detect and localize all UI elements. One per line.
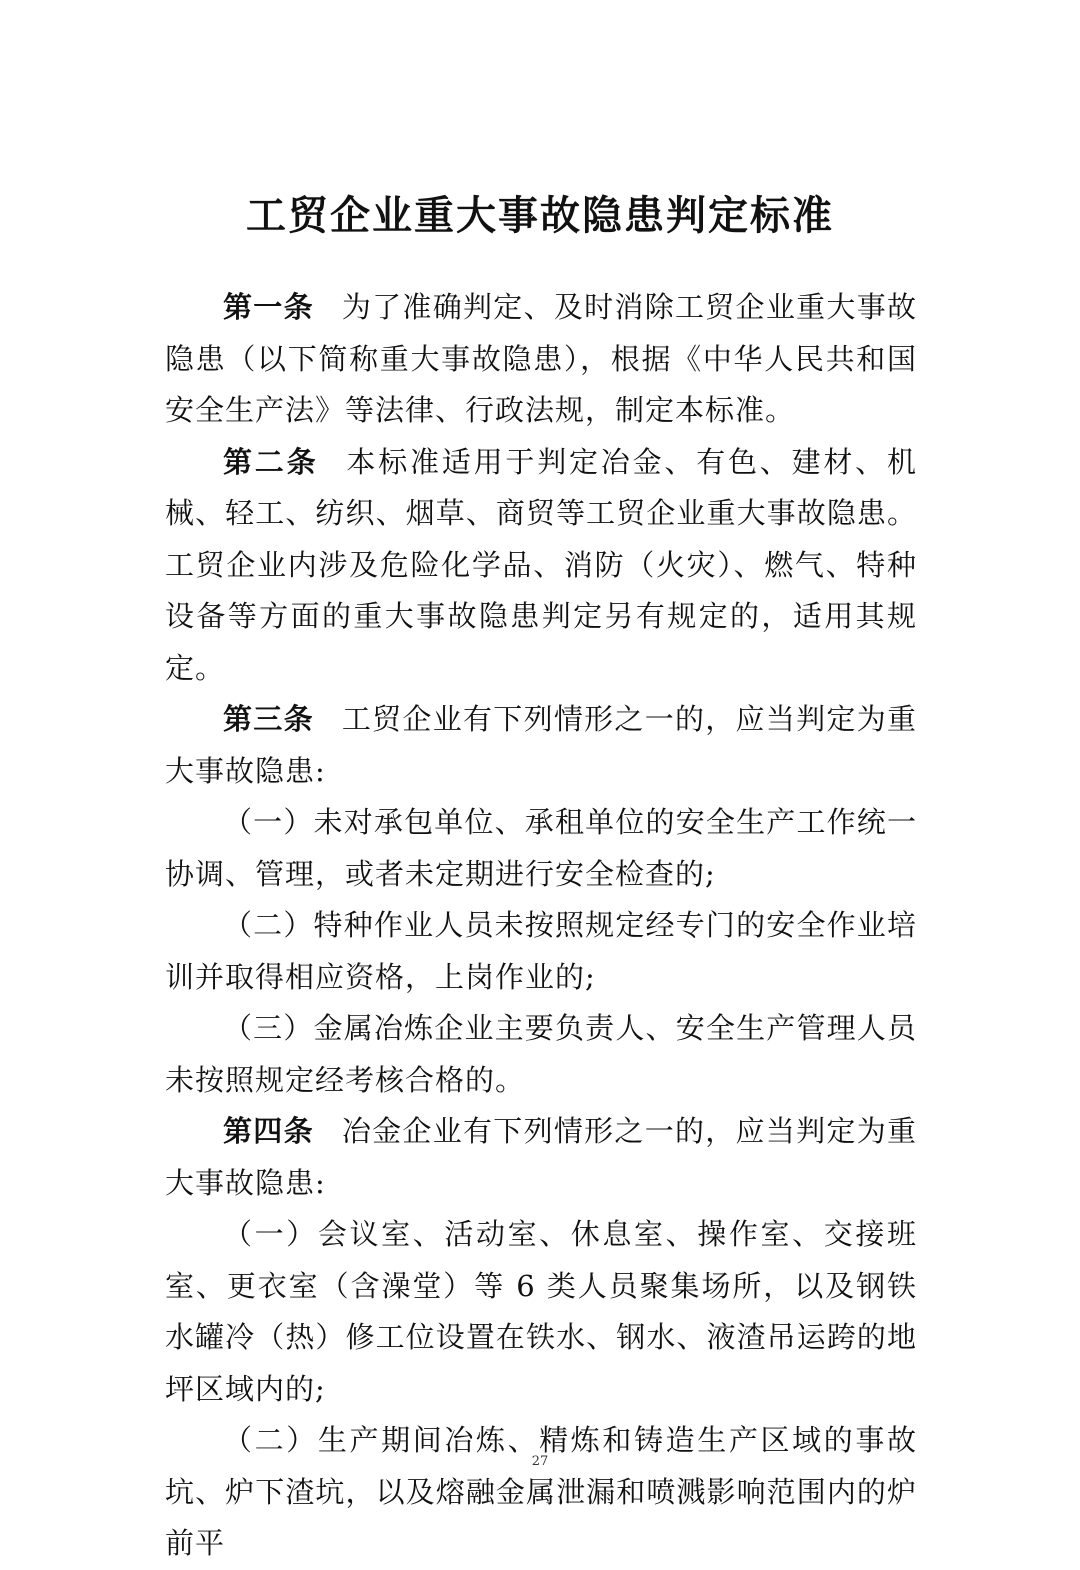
- clause-4-2: [165, 1415, 917, 1570]
- clause-text: （二）生产期间冶炼、精炼和铸造生产区域的事故坑、炉下渣坑，以及熔融金属泄漏和喷溅影响范围内的炉前平: [165, 1423, 917, 1560]
- document-title: 工贸企业重大事故隐患判定标准: [246, 193, 834, 239]
- clause-text: （一）会议室、活动室、休息室、操作室、交接班室、更衣室（含澡堂）等 6 类人员聚集场所，以及钢铁水罐冷（热）修工位设置在铁水、钢水、液渣吊运跨的地坪区域内的;: [165, 1217, 917, 1406]
- clause-3-1: [165, 797, 917, 900]
- article-text: 工贸企业有下列情形之一的，应当判定为重大事故隐患:: [165, 702, 917, 788]
- clause-text: （三）金属冶炼企业主要负责人、安全生产管理人员未按照规定经考核合格的。: [165, 1011, 917, 1097]
- clause-text: （一）未对承包单位、承租单位的安全生产工作统一协调、管理，或者未定期进行安全检查的;: [165, 805, 917, 891]
- article-text: 本标准适用于判定冶金、有色、建材、机械、轻工、纺织、烟草、商贸等工贸企业重大事故隐患。工贸企业内涉及危险化学品、消防（火灾）、燃气、特种设备等方面的重大事故隐患判定另有规定的，适用其规定。: [165, 444, 917, 685]
- article-label: 第二条: [223, 444, 319, 479]
- clause-3-3: [165, 1003, 917, 1106]
- article-3: [165, 694, 917, 797]
- clause-4-1: [165, 1209, 917, 1415]
- article-2: [165, 437, 917, 695]
- article-text: 为了准确判定、及时消除工贸企业重大事故隐患（以下简称重大事故隐患），根据《中华人民共和国安全生产法》等法律、行政法规，制定本标准。: [165, 290, 917, 427]
- article-text: 冶金企业有下列情形之一的，应当判定为重大事故隐患:: [165, 1114, 917, 1200]
- article-label: 第一条: [223, 290, 314, 324]
- clause-3-2: [165, 900, 917, 1003]
- article-label: 第四条: [223, 1114, 314, 1148]
- page-number: 27: [531, 1454, 549, 1469]
- document-body: [165, 282, 917, 1570]
- clause-text: （二）特种作业人员未按照规定经专门的安全作业培训并取得相应资格，上岗作业的;: [165, 908, 917, 994]
- article-4: [165, 1106, 917, 1209]
- article-1: [165, 282, 917, 437]
- article-label: 第三条: [223, 702, 314, 736]
